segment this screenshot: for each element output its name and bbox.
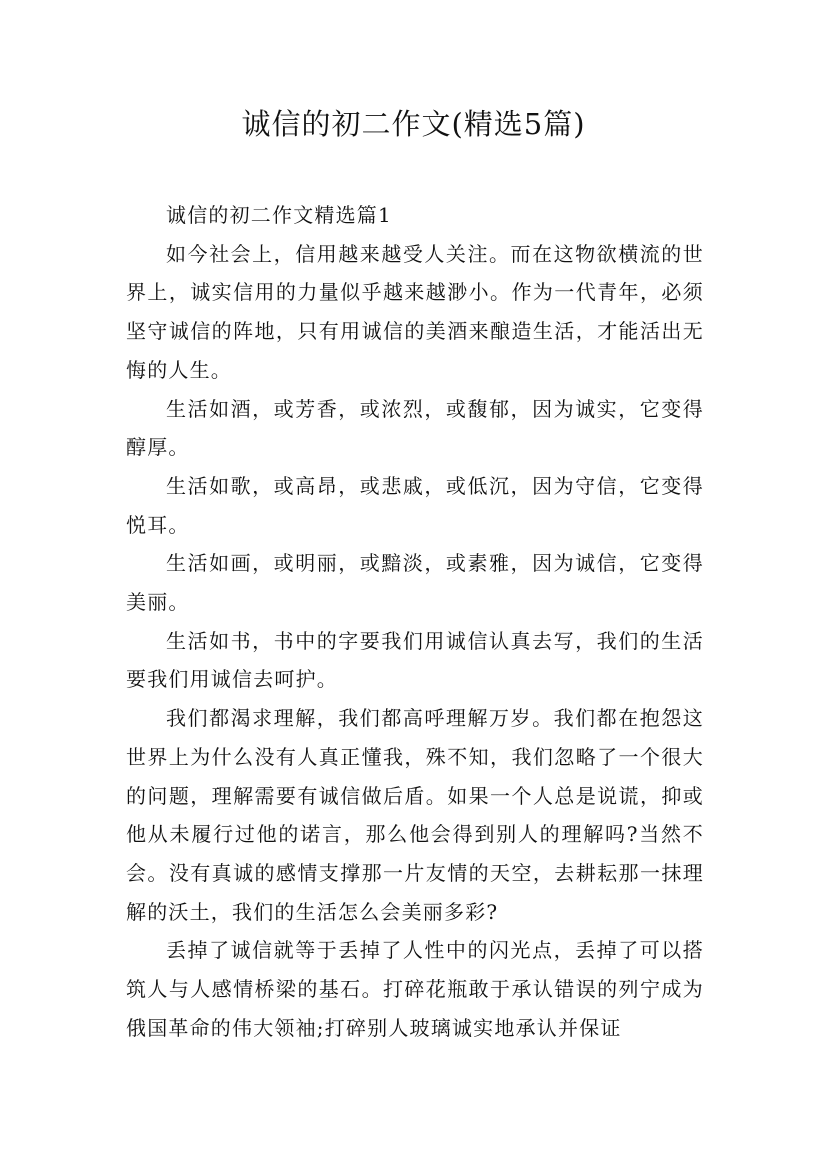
paragraph: 如今社会上，信用越来越受人关注。而在这物欲横流的世界上，诚实信用的力量似乎越来越渺小。作为一代青年，必须坚守诚信的阵地，只有用诚信的美酒来酿造生活，才能活出无悔的人生。 bbox=[126, 241, 704, 382]
section-heading: 诚信的初二作文精选篇1 bbox=[166, 203, 392, 227]
paragraph: 生活如歌，或高昂，或悲戚，或低沉，因为守信，它变得悦耳。 bbox=[126, 473, 704, 537]
paragraph: 丢掉了诚信就等于丢掉了人性中的闪光点，丢掉了可以搭筑人与人感情桥梁的基石。打碎花瓶敢于承认错误的列宁成为俄国革命的伟大领袖;打碎别人玻璃诚实地承认并保证 bbox=[126, 938, 704, 1040]
paragraph: 生活如酒，或芳香，或浓烈，或馥郁，因为诚实，它变得醇厚。 bbox=[126, 396, 704, 460]
document-body bbox=[126, 196, 704, 1047]
paragraph: 我们都渴求理解，我们都高呼理解万岁。我们都在抱怨这世界上为什么没有人真正懂我，殊不知，我们忽略了一个很大的问题，理解需要有诚信做后盾。如果一个人总是说谎，抑或他从未履行过他的诺言，那么他会得到别人的理解吗?当然不会。没有真诚的感情支撑那一片友情的天空，去耕耘那一抹理解的沃土，我们的生活怎么会美丽多彩? bbox=[126, 706, 704, 924]
paragraph: 生活如画，或明丽，或黯淡，或素雅，因为诚信，它变得美丽。 bbox=[126, 551, 704, 615]
document-title: 诚信的初二作文(精选5篇) bbox=[241, 107, 586, 141]
paragraph: 生活如书，书中的字要我们用诚信认真去写，我们的生活要我们用诚信去呵护。 bbox=[126, 628, 704, 692]
